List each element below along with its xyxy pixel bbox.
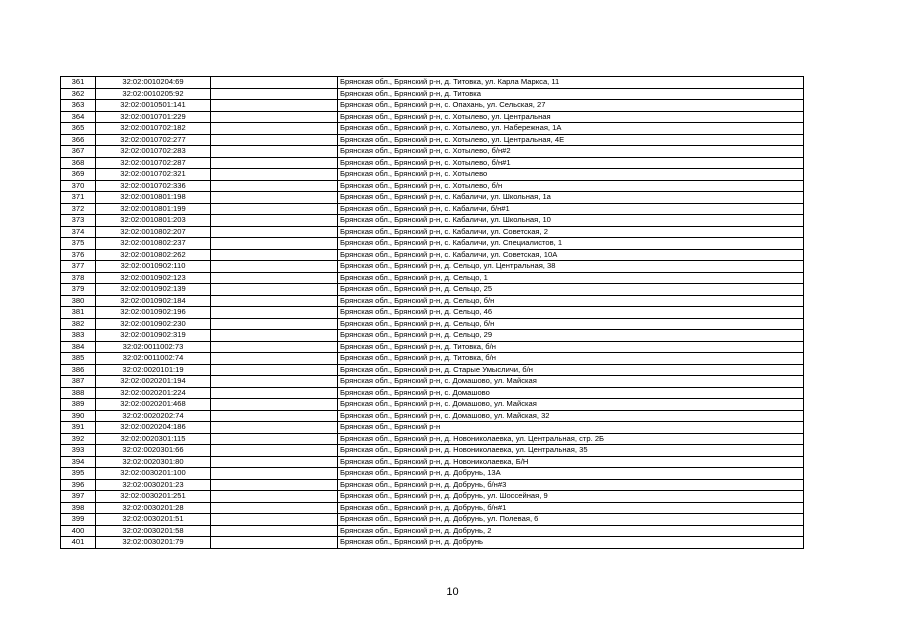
- row-number-cell: 397: [61, 491, 96, 503]
- table-row: [61, 203, 804, 215]
- empty-cell: [211, 445, 338, 457]
- empty-cell: [211, 468, 338, 480]
- table-row: [61, 537, 804, 549]
- row-number-cell: 362: [61, 88, 96, 100]
- address-cell: Брянская обл., Брянский р-н, д. Сельцо, 1: [338, 272, 804, 284]
- empty-cell: [211, 238, 338, 250]
- address-cell: Брянская обл., Брянский р-н, д. Добрунь, б/н#3: [338, 479, 804, 491]
- table-row: [61, 318, 804, 330]
- cadastral-number-cell: 32:02:0010801:198: [96, 192, 211, 204]
- address-cell: Брянская обл., Брянский р-н, д. Титовка, ул. Карла Маркса, 11: [338, 77, 804, 89]
- empty-cell: [211, 399, 338, 411]
- address-cell: Брянская обл., Брянский р-н, с. Хотылево, ул. Набережная, 1А: [338, 123, 804, 135]
- table-row: [61, 502, 804, 514]
- table-row: [61, 295, 804, 307]
- empty-cell: [211, 422, 338, 434]
- row-number-cell: 379: [61, 284, 96, 296]
- cadastral-number-cell: 32:02:0030201:51: [96, 514, 211, 526]
- address-cell: Брянская обл., Брянский р-н, д. Добрунь: [338, 537, 804, 549]
- empty-cell: [211, 502, 338, 514]
- row-number-cell: 387: [61, 376, 96, 388]
- address-cell: Брянская обл., Брянский р-н, д. Добрунь, 2: [338, 525, 804, 537]
- table-row: [61, 445, 804, 457]
- address-cell: Брянская обл., Брянский р-н, с. Домашово, ул. Майская: [338, 376, 804, 388]
- empty-cell: [211, 146, 338, 158]
- empty-cell: [211, 249, 338, 261]
- table-row: [61, 111, 804, 123]
- row-number-cell: 378: [61, 272, 96, 284]
- address-cell: Брянская обл., Брянский р-н, д. Сельцо, б/н: [338, 295, 804, 307]
- row-number-cell: 401: [61, 537, 96, 549]
- address-cell: Брянская обл., Брянский р-н, с. Кабаличи, ул. Школьная, 1а: [338, 192, 804, 204]
- address-cell: Брянская обл., Брянский р-н, с. Кабаличи, ул. Советская, 10А: [338, 249, 804, 261]
- cadastral-number-cell: 32:02:0020201:194: [96, 376, 211, 388]
- empty-cell: [211, 169, 338, 181]
- cadastral-number-cell: 32:02:0010702:336: [96, 180, 211, 192]
- address-cell: Брянская обл., Брянский р-н, д. Сельцо, 46: [338, 307, 804, 319]
- cadastral-number-cell: 32:02:0020201:468: [96, 399, 211, 411]
- empty-cell: [211, 537, 338, 549]
- address-cell: Брянская обл., Брянский р-н, д. Новониколаевка, ул. Центральная, 35: [338, 445, 804, 457]
- cadastral-number-cell: 32:02:0010902:196: [96, 307, 211, 319]
- cadastral-number-cell: 32:02:0010701:229: [96, 111, 211, 123]
- table-row: [61, 376, 804, 388]
- table-row: [61, 399, 804, 411]
- row-number-cell: 363: [61, 100, 96, 112]
- cadastral-number-cell: 32:02:0010802:207: [96, 226, 211, 238]
- row-number-cell: 389: [61, 399, 96, 411]
- cadastral-number-cell: 32:02:0010902:139: [96, 284, 211, 296]
- empty-cell: [211, 261, 338, 273]
- table-row: [61, 468, 804, 480]
- cadastral-number-cell: 32:02:0010702:283: [96, 146, 211, 158]
- empty-cell: [211, 491, 338, 503]
- cadastral-number-cell: 32:02:0020301:115: [96, 433, 211, 445]
- table-row: [61, 249, 804, 261]
- empty-cell: [211, 525, 338, 537]
- address-cell: Брянская обл., Брянский р-н, с. Домашово: [338, 387, 804, 399]
- empty-cell: [211, 88, 338, 100]
- row-number-cell: 380: [61, 295, 96, 307]
- cadastral-number-cell: 32:02:0010205:92: [96, 88, 211, 100]
- address-cell: Брянская обл., Брянский р-н, с. Хотылево, ул. Центральная, 4Е: [338, 134, 804, 146]
- table-row: [61, 514, 804, 526]
- address-cell: Брянская обл., Брянский р-н, с. Кабаличи, ул. Специалистов, 1: [338, 238, 804, 250]
- cadastral-number-cell: 32:02:0011002:73: [96, 341, 211, 353]
- row-number-cell: 393: [61, 445, 96, 457]
- empty-cell: [211, 353, 338, 365]
- address-cell: Брянская обл., Брянский р-н, с. Хотылево, б/н#2: [338, 146, 804, 158]
- row-number-cell: 386: [61, 364, 96, 376]
- address-cell: Брянская обл., Брянский р-н, д. Старые Умысличи, б/н: [338, 364, 804, 376]
- address-cell: Брянская обл., Брянский р-н, с. Домашово, ул. Майская: [338, 399, 804, 411]
- cadastral-number-cell: 32:02:0010801:203: [96, 215, 211, 227]
- table-row: [61, 456, 804, 468]
- table-row: [61, 192, 804, 204]
- address-cell: Брянская обл., Брянский р-н, с. Домашово, ул. Майская, 32: [338, 410, 804, 422]
- row-number-cell: 399: [61, 514, 96, 526]
- table-row: [61, 88, 804, 100]
- empty-cell: [211, 387, 338, 399]
- address-cell: Брянская обл., Брянский р-н, с. Опахань, ул. Сельская, 27: [338, 100, 804, 112]
- cadastral-number-cell: 32:02:0030201:251: [96, 491, 211, 503]
- table-row: [61, 525, 804, 537]
- empty-cell: [211, 100, 338, 112]
- address-cell: Брянская обл., Брянский р-н, д. Новониколаевка, ул. Центральная, стр. 2Б: [338, 433, 804, 445]
- cadastral-number-cell: 32:02:0010902:230: [96, 318, 211, 330]
- cadastral-number-cell: 32:02:0010802:237: [96, 238, 211, 250]
- address-cell: Брянская обл., Брянский р-н, с. Хотылево, б/н#1: [338, 157, 804, 169]
- table-row: [61, 284, 804, 296]
- empty-cell: [211, 284, 338, 296]
- empty-cell: [211, 410, 338, 422]
- cadastral-number-cell: 32:02:0011002:74: [96, 353, 211, 365]
- empty-cell: [211, 134, 338, 146]
- cadastral-number-cell: 32:02:0020204:186: [96, 422, 211, 434]
- row-number-cell: 371: [61, 192, 96, 204]
- cadastral-number-cell: 32:02:0030201:28: [96, 502, 211, 514]
- row-number-cell: 398: [61, 502, 96, 514]
- row-number-cell: 367: [61, 146, 96, 158]
- table-row: [61, 272, 804, 284]
- cadastral-number-cell: 32:02:0010902:123: [96, 272, 211, 284]
- table-row: [61, 364, 804, 376]
- row-number-cell: 361: [61, 77, 96, 89]
- row-number-cell: 368: [61, 157, 96, 169]
- empty-cell: [211, 341, 338, 353]
- row-number-cell: 376: [61, 249, 96, 261]
- row-number-cell: 391: [61, 422, 96, 434]
- address-cell: Брянская обл., Брянский р-н, д. Сельцо, 25: [338, 284, 804, 296]
- empty-cell: [211, 330, 338, 342]
- table-row: [61, 307, 804, 319]
- empty-cell: [211, 123, 338, 135]
- row-number-cell: 383: [61, 330, 96, 342]
- row-number-cell: 385: [61, 353, 96, 365]
- row-number-cell: 365: [61, 123, 96, 135]
- address-cell: Брянская обл., Брянский р-н, с. Кабаличи, ул. Советская, 2: [338, 226, 804, 238]
- row-number-cell: 372: [61, 203, 96, 215]
- row-number-cell: 377: [61, 261, 96, 273]
- empty-cell: [211, 479, 338, 491]
- property-table: [60, 76, 804, 549]
- table-row: [61, 134, 804, 146]
- address-cell: Брянская обл., Брянский р-н, д. Титовка, б/н: [338, 353, 804, 365]
- address-cell: Брянская обл., Брянский р-н, д. Титовка, б/н: [338, 341, 804, 353]
- row-number-cell: 400: [61, 525, 96, 537]
- table-row: [61, 226, 804, 238]
- row-number-cell: 390: [61, 410, 96, 422]
- address-cell: Брянская обл., Брянский р-н, д. Добрунь, ул. Шоссейная, 9: [338, 491, 804, 503]
- address-cell: Брянская обл., Брянский р-н, д. Сельцо, б/н: [338, 318, 804, 330]
- cadastral-number-cell: 32:02:0010702:287: [96, 157, 211, 169]
- cadastral-number-cell: 32:02:0020301:80: [96, 456, 211, 468]
- table-row: [61, 180, 804, 192]
- table-row: [61, 146, 804, 158]
- address-cell: Брянская обл., Брянский р-н, с. Хотылево, ул. Центральная: [338, 111, 804, 123]
- table-row: [61, 77, 804, 89]
- row-number-cell: 384: [61, 341, 96, 353]
- empty-cell: [211, 307, 338, 319]
- row-number-cell: 373: [61, 215, 96, 227]
- empty-cell: [211, 226, 338, 238]
- row-number-cell: 381: [61, 307, 96, 319]
- empty-cell: [211, 295, 338, 307]
- table-row: [61, 238, 804, 250]
- row-number-cell: 395: [61, 468, 96, 480]
- row-number-cell: 375: [61, 238, 96, 250]
- address-cell: Брянская обл., Брянский р-н, д. Сельцо, 29: [338, 330, 804, 342]
- table-row: [61, 422, 804, 434]
- page-number: 10: [446, 586, 459, 598]
- table-row: [61, 433, 804, 445]
- address-cell: Брянская обл., Брянский р-н: [338, 422, 804, 434]
- row-number-cell: 396: [61, 479, 96, 491]
- table-row: [61, 479, 804, 491]
- address-cell: Брянская обл., Брянский р-н, д. Сельцо, ул. Центральная, 38: [338, 261, 804, 273]
- table-row: [61, 491, 804, 503]
- row-number-cell: 382: [61, 318, 96, 330]
- table-row: [61, 123, 804, 135]
- row-number-cell: 366: [61, 134, 96, 146]
- table-row: [61, 169, 804, 181]
- table-body: [61, 77, 804, 549]
- empty-cell: [211, 192, 338, 204]
- cadastral-number-cell: 32:02:0020101:19: [96, 364, 211, 376]
- cadastral-number-cell: 32:02:0030201:23: [96, 479, 211, 491]
- address-cell: Брянская обл., Брянский р-н, д. Добрунь, б/н#1: [338, 502, 804, 514]
- empty-cell: [211, 364, 338, 376]
- address-cell: Брянская обл., Брянский р-н, д. Новониколаевка, Б/Н: [338, 456, 804, 468]
- address-cell: Брянская обл., Брянский р-н, с. Кабаличи, ул. Школьная, 10: [338, 215, 804, 227]
- empty-cell: [211, 318, 338, 330]
- cadastral-number-cell: 32:02:0010902:110: [96, 261, 211, 273]
- empty-cell: [211, 77, 338, 89]
- cadastral-number-cell: 32:02:0030201:100: [96, 468, 211, 480]
- cadastral-number-cell: 32:02:0010902:319: [96, 330, 211, 342]
- empty-cell: [211, 433, 338, 445]
- empty-cell: [211, 215, 338, 227]
- empty-cell: [211, 376, 338, 388]
- table-row: [61, 330, 804, 342]
- cadastral-number-cell: 32:02:0020301:66: [96, 445, 211, 457]
- cadastral-number-cell: 32:02:0010902:184: [96, 295, 211, 307]
- empty-cell: [211, 180, 338, 192]
- cadastral-number-cell: 32:02:0010802:262: [96, 249, 211, 261]
- cadastral-number-cell: 32:02:0010702:182: [96, 123, 211, 135]
- cadastral-number-cell: 32:02:0020201:224: [96, 387, 211, 399]
- row-number-cell: 392: [61, 433, 96, 445]
- table-row: [61, 341, 804, 353]
- table-row: [61, 261, 804, 273]
- cadastral-number-cell: 32:02:0010702:321: [96, 169, 211, 181]
- cadastral-number-cell: 32:02:0010204:69: [96, 77, 211, 89]
- address-cell: Брянская обл., Брянский р-н, д. Титовка: [338, 88, 804, 100]
- table-row: [61, 410, 804, 422]
- table-row: [61, 157, 804, 169]
- table-row: [61, 353, 804, 365]
- empty-cell: [211, 203, 338, 215]
- row-number-cell: 388: [61, 387, 96, 399]
- address-cell: Брянская обл., Брянский р-н, с. Хотылево: [338, 169, 804, 181]
- empty-cell: [211, 111, 338, 123]
- cadastral-number-cell: 32:02:0010801:199: [96, 203, 211, 215]
- address-cell: Брянская обл., Брянский р-н, д. Добрунь, 13А: [338, 468, 804, 480]
- empty-cell: [211, 456, 338, 468]
- row-number-cell: 394: [61, 456, 96, 468]
- empty-cell: [211, 514, 338, 526]
- cadastral-number-cell: 32:02:0030201:79: [96, 537, 211, 549]
- address-cell: Брянская обл., Брянский р-н, с. Кабаличи, б/н#1: [338, 203, 804, 215]
- row-number-cell: 374: [61, 226, 96, 238]
- row-number-cell: 364: [61, 111, 96, 123]
- cadastral-number-cell: 32:02:0010501:141: [96, 100, 211, 112]
- table-row: [61, 100, 804, 112]
- row-number-cell: 370: [61, 180, 96, 192]
- cadastral-number-cell: 32:02:0020202:74: [96, 410, 211, 422]
- empty-cell: [211, 157, 338, 169]
- row-number-cell: 369: [61, 169, 96, 181]
- address-cell: Брянская обл., Брянский р-н, с. Хотылево, б/н: [338, 180, 804, 192]
- address-cell: Брянская обл., Брянский р-н, д. Добрунь, ул. Полевая, 6: [338, 514, 804, 526]
- cadastral-number-cell: 32:02:0030201:58: [96, 525, 211, 537]
- table-row: [61, 215, 804, 227]
- table-row: [61, 387, 804, 399]
- cadastral-number-cell: 32:02:0010702:277: [96, 134, 211, 146]
- empty-cell: [211, 272, 338, 284]
